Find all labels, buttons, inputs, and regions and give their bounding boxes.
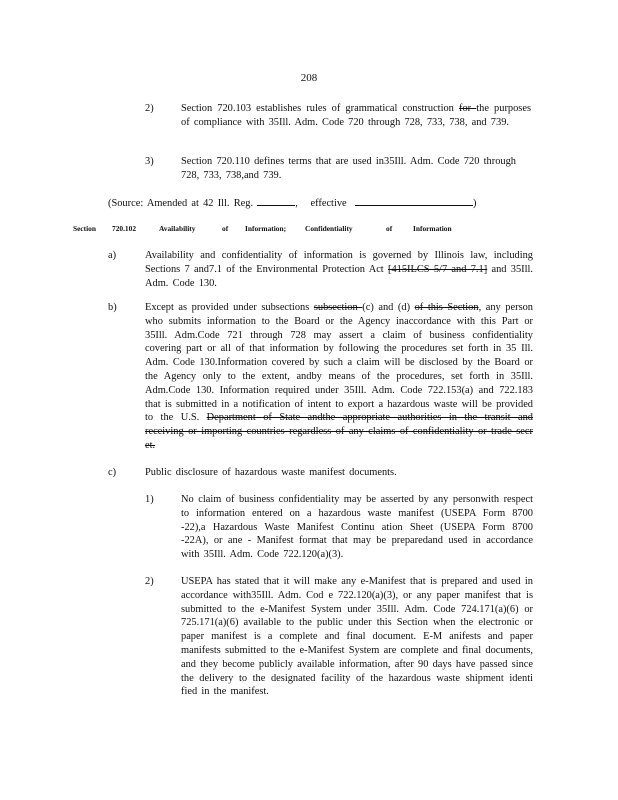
section-label: Section <box>73 224 96 233</box>
section-title-word: of <box>222 224 229 233</box>
section-title-word: of <box>386 224 393 233</box>
item-text: Section 720.103 establishes rules of grammatical construction for the purposes of compliance with 35Ill. Adm. Code 720 through 728, 733, 738, and 739. <box>181 103 531 128</box>
subsection-text <box>145 301 533 453</box>
subsection-label: a) <box>108 250 117 261</box>
section-title-word: Information <box>413 224 452 233</box>
page-number: 208 <box>300 72 318 84</box>
item-text: USEPA has stated that it will make any e-Manifest that is prepared and used in accordance with35Ill. Adm. Cod e 722.120(a)(3), or any paper manifest that is submitted to the e-Manifest System under 35Ill. Adm. Code 724.171(a)(6) or 725.171(a)(6) available to the public under this Section when the electronic or paper manifest is a complete and final document. E-M anifests and paper manifests submitted to the e-Manifest System are complete and final documents, and they become publicly available information, after 90 days have passed since the delivery to the designated facility of the hazardous waste shipment identi fied in the manifest. <box>181 576 533 698</box>
struck-text: Department of State andthe appropriate authorities in the transit and receiving or importing countries regardless of any claims of confidentiality or trade secr et. <box>145 412 533 451</box>
subsection-text <box>145 249 533 290</box>
source-prefix: (Source: Amended at 42 Ill. Reg. <box>108 198 254 209</box>
subsection-text-part: , any person who submits information to the Board or the Agency inaccordance with this Part or 35Ill. Adm.Code 721 through 728 may assert a claim of business confidentiality covering part or all of that information by following the procedures set forth in 35 Ill. Adm. Code 130.Information covered by such a claim will be disclosed by the Board or the Agency only to the extent, andby means of the procedures, set forth in 35Ill. Adm.Code 130. Information required under 35Ill. Adm. Code 722.153(a) and 722.183 that is submitted in a notification of intent to export a hazardous waste will be provided to the U.S. <box>145 302 534 424</box>
source-effective: effective <box>310 198 347 209</box>
struck-text: of this Section <box>414 302 479 313</box>
subsection-text-part: and 35Ill. Adm. Code 130. <box>145 263 534 289</box>
blank-line <box>257 195 295 206</box>
item-text-tail: the purposes of compliance with 35Ill. Adm. Code 720 through 728, 733, 738, and 739. <box>181 103 531 128</box>
subsection-label: b) <box>108 302 117 313</box>
struck-text: [415ILCS 5/7 and 7.1] <box>388 263 488 275</box>
section-title-word: Availability <box>159 224 196 233</box>
subsection-text-part: (c) and (d) <box>362 302 415 313</box>
source-close: ) <box>473 198 477 209</box>
struck-text: for <box>458 103 477 114</box>
source-line <box>108 195 477 211</box>
section-title-word: Information; <box>245 224 287 233</box>
item-label: 3) <box>145 156 154 167</box>
section-title-word: Confidentiality <box>305 224 353 233</box>
blank-line <box>355 195 473 206</box>
item-text: Section 720.110 defines terms that are used in35Ill. Adm. Code 720 through 728, 733, 738,and 739. <box>181 156 516 181</box>
subsection-label: c) <box>108 467 117 478</box>
item-label: 2) <box>145 576 154 587</box>
item-label: 2) <box>145 103 154 114</box>
struck-text: subsection <box>313 302 363 313</box>
section-number: 720.102 <box>112 224 137 233</box>
subsection-text: Public disclosure of hazardous waste manifest documents. <box>145 467 397 478</box>
subsection-text-part: Availability and confidentiality of information is governed by Illinois law, including Sections 7 and7.1 of the Environmental Protection Act <box>145 250 533 275</box>
item-text: No claim of business confidentiality may be asserted by any personwith respect to information entered on a hazardous waste manifest (USEPA Form 8700 -22),a Hazardous Waste Manifest Continu ation Sheet (USEPA Form 8700 -22A), or ane - Manifest format that may be preparedand used in accordance with 35Ill. Adm. Code 722.120(a)(3). <box>181 494 533 561</box>
source-comma: , <box>295 198 298 209</box>
item-label: 1) <box>145 494 154 505</box>
subsection-text-part: Except as provided under subsections <box>145 302 314 313</box>
